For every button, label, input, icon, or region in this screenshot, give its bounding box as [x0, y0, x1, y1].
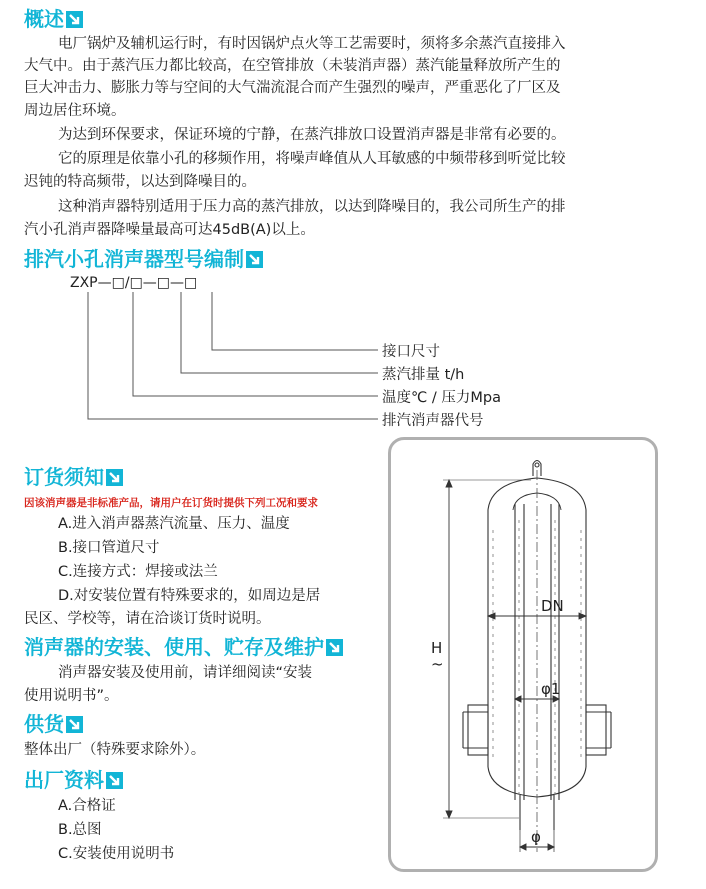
model-callout-lines: [0, 0, 706, 440]
order-item-d-line2: 民区、学校等，请在洽谈订货时说明。: [24, 611, 271, 627]
docs-item-a: A.合格证: [58, 798, 116, 814]
phi-label: φ: [531, 828, 541, 846]
model-code: ZXP—□/□—□—□: [70, 275, 198, 291]
order-item-c: C.连接方式：焊接或法兰: [58, 564, 218, 580]
arrow-down-right-icon: [66, 716, 83, 733]
model-label-temp-pressure: 温度℃ / 压力Mpa: [382, 390, 501, 406]
overview-p3-line2: 迟钝的特高频带，以达到降噪目的。: [24, 174, 256, 190]
dn-label: DN: [541, 597, 564, 615]
order-item-b: B.接口管道尺寸: [58, 540, 160, 556]
model-label-code: 排汽消声器代号: [382, 413, 484, 429]
phi1-label: φ1: [541, 680, 561, 698]
install-heading: 消声器的安装、使用、贮存及维护: [24, 634, 343, 660]
docs-item-c: C.安装使用说明书: [58, 846, 175, 862]
arrow-down-right-icon: [326, 639, 343, 656]
silencer-diagram: [388, 437, 658, 872]
overview-p1-line4: 周边居住环境。: [24, 103, 126, 119]
overview-p1-line3: 巨大冲击力、膨胀力等与空间的大气湍流混合而产生强烈的噪声，严重恶化了厂区及: [24, 80, 561, 96]
install-line1: 消声器安装及使用前，请详细阅读“安装: [58, 665, 313, 681]
docs-item-b: B.总图: [58, 822, 102, 838]
order-item-a: A.进入消声器蒸汽流量、压力、温度: [58, 516, 290, 532]
model-label-interface: 接口尺寸: [382, 344, 440, 360]
supply-heading: 供货: [24, 711, 83, 737]
supply-text: 整体出厂（特殊要求除外）。: [24, 742, 206, 758]
overview-heading: 概述: [24, 6, 83, 32]
order-note: 因该消声器是非标准产品，请用户在订货时提供下列工况和要求: [24, 497, 318, 509]
overview-p4-line1: 这种消声器特别适用于压力高的蒸汽排放，以达到降噪目的，我公司所生产的排: [58, 199, 566, 215]
overview-p4-line2: 汽小孔消声器降噪量最高可达45dB(A)以上。: [24, 222, 315, 238]
docs-heading: 出厂资料: [24, 767, 123, 793]
arrow-down-right-icon: [106, 772, 123, 789]
arrow-down-right-icon: [106, 469, 123, 486]
install-line2: 使用说明书”。: [24, 688, 119, 704]
model-heading: 排汽小孔消声器型号编制: [24, 246, 263, 272]
overview-p1-line2: 大气中。由于蒸汽压力都比较高，在空管排放（未装消声器）蒸汽能量释放所产生的: [24, 58, 561, 74]
order-item-d: D.对安装位置有特殊要求的，如周边是居: [58, 588, 321, 604]
order-heading: 订货须知: [24, 464, 123, 490]
height-label: H~: [431, 639, 444, 673]
overview-p1-line1: 电厂锅炉及辅机运行时，有时因锅炉点火等工艺需要时，须将多余蒸汽直接排入: [58, 36, 566, 52]
overview-p3-line1: 它的原理是依靠小孔的移频作用，将噪声峰值从人耳敏感的中频带移到听觉比较: [58, 151, 566, 167]
model-label-flow: 蒸汽排量 t/h: [382, 367, 465, 383]
overview-p2: 为达到环保要求，保证环境的宁静，在蒸汽排放口设置消声器是非常有必要的。: [58, 127, 566, 143]
